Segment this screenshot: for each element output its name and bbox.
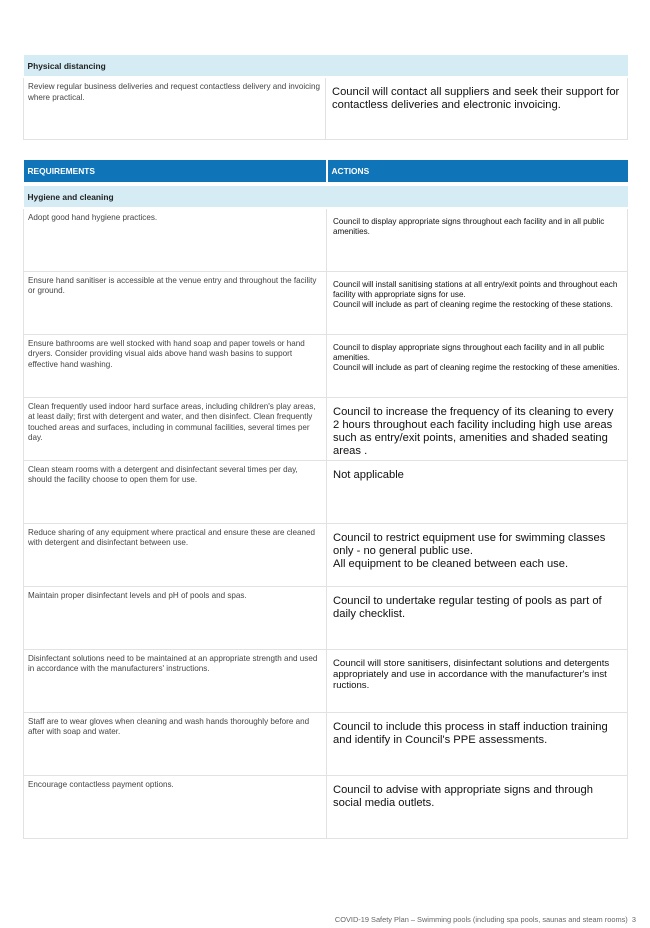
table-row: [24, 523, 628, 586]
physical-distancing-table: [23, 55, 628, 140]
action-cell: Not applicable: [327, 460, 628, 523]
table-row: [24, 460, 628, 523]
requirement-cell: Clean frequently used indoor hard surface areas, including children's play areas, at least daily; first with detergent and water, and then disinfect. Clean frequently touched areas and surfaces, including in communal facilities, several times per day.: [24, 397, 327, 460]
table-row: [24, 271, 628, 334]
table-row: [24, 586, 628, 649]
page-number: 3: [631, 915, 636, 924]
table-row: [24, 775, 628, 838]
table-row: [24, 334, 628, 397]
requirement-cell: Review regular business deliveries and request contactless delivery and invoicing where practical.: [24, 77, 326, 139]
requirement-cell: Maintain proper disinfectant levels and pH of pools and spas.: [24, 586, 327, 649]
section-title-hygiene: Hygiene and cleaning: [24, 186, 628, 208]
action-cell: Council to display appropriate signs throughout each facility and in all public amenities.: [327, 208, 628, 271]
requirement-cell: Disinfectant solutions need to be maintained at an appropriate strength and used in accordance with the manufacturers' instructions.: [24, 649, 327, 712]
action-cell: Council to increase the frequency of its cleaning to every 2 hours throughout each facility including high use areas such as entry/exit points, amenities and shaded seating areas .: [327, 397, 628, 460]
action-cell: Council to restrict equipment use for swimming classes only - no general public use. All equipment to be cleaned between each use.: [327, 523, 628, 586]
action-cell: Council will store sanitisers, disinfectant solutions and detergents appropriately and use in accordance with the manufacturer's inst ructions.: [327, 649, 628, 712]
page-footer: [335, 915, 636, 924]
requirement-cell: Ensure hand sanitiser is accessible at the venue entry and throughout the facility or ground.: [24, 271, 327, 334]
action-cell: Council to include this process in staff induction training and identify in Council's PPE assessments.: [327, 712, 628, 775]
action-cell: Council to advise with appropriate signs and through social media outlets.: [327, 775, 628, 838]
column-header-requirements: REQUIREMENTS: [24, 160, 327, 182]
action-cell: Council to display appropriate signs throughout each facility and in all public amenities. Council will include as part of cleaning regime the restocking of these amenities.: [327, 334, 628, 397]
requirement-cell: Reduce sharing of any equipment where practical and ensure these are cleaned with detergent and disinfectant between use.: [24, 523, 327, 586]
table-row: [24, 397, 628, 460]
action-cell: Council to undertake regular testing of pools as part of daily checklist.: [327, 586, 628, 649]
section-title-physical-distancing: Physical distancing: [24, 55, 628, 77]
table-row: [24, 649, 628, 712]
column-header-actions: ACTIONS: [327, 160, 628, 182]
requirement-cell: Encourage contactless payment options.: [24, 775, 327, 838]
table-row: [24, 77, 628, 139]
requirement-cell: Staff are to wear gloves when cleaning and wash hands thoroughly before and after with soap and water.: [24, 712, 327, 775]
table-row: [24, 712, 628, 775]
requirement-cell: Ensure bathrooms are well stocked with hand soap and paper towels or hand dryers. Consider providing visual aids above hand wash basins to support effective hand washing.: [24, 334, 327, 397]
action-cell: Council will contact all suppliers and seek their support for contactless deliveries and electronic invoicing.: [326, 77, 628, 139]
requirement-cell: Clean steam rooms with a detergent and disinfectant several times per day, should the facility choose to open them for use.: [24, 460, 327, 523]
action-cell: Council will install sanitising stations at all entry/exit points and throughout each facility with appropriate signs for use. Council will include as part of cleaning regime the restocking of these stations.: [327, 271, 628, 334]
table-row: [24, 208, 628, 271]
footer-text: COVID-19 Safety Plan – Swimming pools (including spa pools, saunas and steam rooms): [334, 915, 628, 924]
requirements-actions-table: [23, 160, 628, 839]
requirement-cell: Adopt good hand hygiene practices.: [24, 208, 327, 271]
